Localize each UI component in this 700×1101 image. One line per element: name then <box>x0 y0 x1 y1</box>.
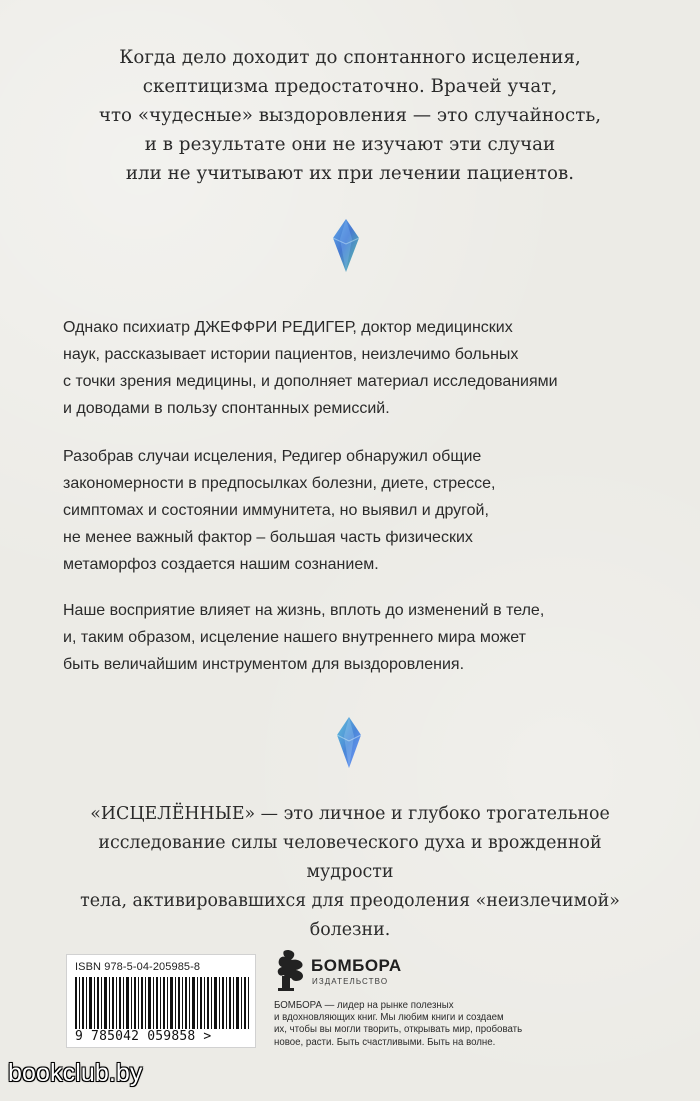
publisher-name: БОМБОРА <box>311 956 402 975</box>
barcode-digits: 9 785042 059858 > <box>75 1029 212 1044</box>
crystal-icon <box>330 218 362 274</box>
publisher-subtitle: ИЗДАТЕЛЬСТВО <box>312 977 389 986</box>
site-watermark: bookclub.by <box>8 1059 143 1087</box>
closing-text: «ИСЦЕЛЁННЫЕ» — это личное и глубоко трогательное исследование силы человеческого духа и врожденной мудрости тела, активировавшихся для преодоления «неизлечимой» болезни. <box>80 804 620 940</box>
body-paragraph-1: Однако психиатр ДЖЕФФРИ РЕДИГЕР, доктор медицинских наук, рассказывает истории пациентов, неизлечимо больных с точки зрения медицины, и дополняет материал исследованиями и доводами в пользу спонтанных ремиссий. <box>63 319 558 417</box>
isbn-label: ISBN 978-5-04-205985-8 <box>75 961 201 973</box>
body-paragraph-2: Разобрав случаи исцеления, Редигер обнаружил общие закономерности в предпосылках болезни, диете, стрессе, симптомах и состоянии иммунитета, но выявил и другой, не менее важный фактор – большая часть физических метаморфоз создается нашим сознанием. <box>63 448 496 573</box>
crystal-icon <box>334 716 364 770</box>
publisher-block <box>274 948 694 1056</box>
barcode-panel <box>66 954 256 1048</box>
publisher-description: БОМБОРА — лидер на рынке полезных и вдохновляющих книг. Мы любим книги и создаем их, чтобы вы могли творить, открывать мир, пробовать новое, расти. Быть счастливыми. Быть на волне. <box>274 1000 523 1048</box>
hand-logo-icon <box>274 948 312 992</box>
body-paragraph-3: Наше восприятие влияет на жизнь, вплоть до изменений в теле, и, таким образом, исцеление нашего внутреннего мира может быть величайшим инструментом для выздоровления. <box>63 602 545 673</box>
barcode <box>75 977 249 1029</box>
intro-text: Когда дело доходит до спонтанного исцеления, скептицизма предостаточно. Врачей учат, что «чудесные» выздоровления — это случайность, и в результате они не изучают эти случаи или не учитывают их при лечении пациентов. <box>98 47 602 184</box>
